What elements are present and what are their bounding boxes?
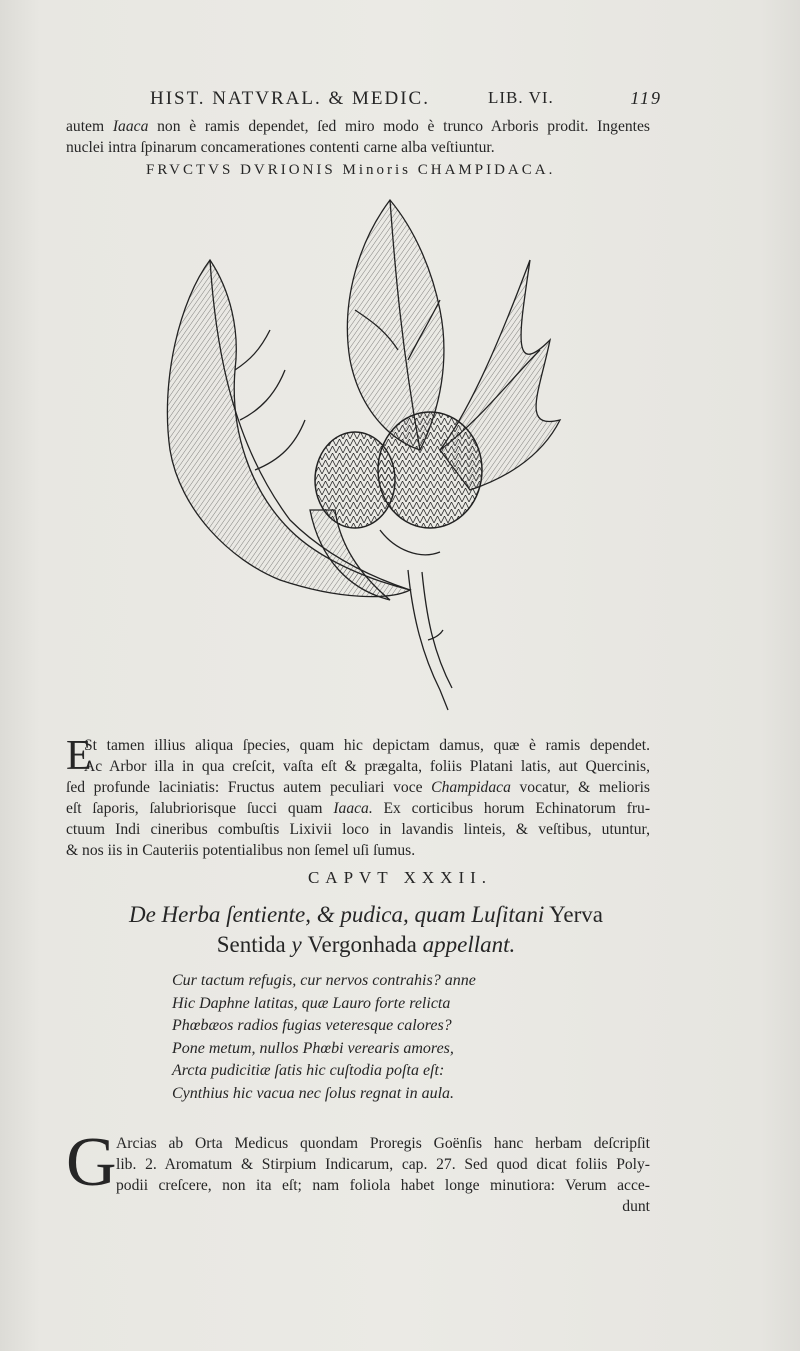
text-line: Ac Arbor illa in qua creſcit, vaſta eſt & prægalta, foliis Platani latis, aut Quercinis,	[84, 758, 650, 775]
figure-caption: FRVCTVS DVRIONIS Minoris CHAMPIDACA.	[146, 162, 556, 178]
text-line: nuclei intra ſpinarum concamerationes contenti carne alba veſtiuntur.	[66, 139, 495, 156]
text-line: Arcias ab Orta Medicus quondam Proregis Goënſis hanc herbam deſcripſit	[116, 1135, 650, 1152]
text-line: podii creſcere, non ita eſt; nam foliola habet longe minutiora: Verum acce-	[116, 1177, 650, 1194]
running-head-title: HIST. NATVRAL. & MEDIC.	[150, 88, 430, 109]
catchword: dunt	[622, 1198, 650, 1215]
text-line: ſed profunde laciniatis: Fructus autem peculiari voce Champidaca vocatur, & melioris	[66, 779, 650, 796]
text-line: & nos iis in Cauteriis potentialibus non ſemel uſi ſumus.	[66, 842, 416, 859]
text-line: lib. 2. Aromatum & Stirpium Indicarum, cap. 27. Sed quod dicat foliis Poly-	[116, 1156, 650, 1173]
top-text	[66, 116, 650, 158]
chapter-title: De Herba ſentiente, & pudica, quam Luſitani Yerva Sentida y Vergonhada appellant.	[128, 902, 603, 957]
paragraph-champidaca	[66, 735, 650, 861]
drop-cap: E	[66, 733, 92, 779]
verse	[172, 970, 572, 1105]
page-number: 119	[630, 88, 662, 108]
running-head	[150, 88, 660, 114]
running-head-book: LIB. VI.	[488, 88, 554, 107]
verse-line: Phœbæos radios fugias veteresque calores?	[172, 1017, 452, 1034]
chapter-heading: CAPVT XXXII.	[307, 868, 493, 887]
verse-line: Pone metum, nullos Phœbi verearis amores,	[172, 1039, 454, 1057]
text-line: ctuum Indi cineribus combuſtis Lixivii loco in lavandis linteis, & veſtibus, utuntur,	[66, 821, 650, 838]
drop-cap: G	[66, 1124, 117, 1201]
verse-line: Cynthius hic vacua nec ſolus regnat in aula.	[172, 1084, 455, 1102]
text-line: eſt ſaporis, ſalubriorisque ſucci quam Iaaca. Ex corticibus horum Echinatorum fru-	[66, 800, 651, 817]
durian-fruit-illustration	[140, 180, 590, 720]
paragraph-garcias	[116, 1133, 650, 1217]
text-line: autem Iaaca non è ramis dependet, ſed miro modo è trunco Arboris prodit. Ingentes	[66, 118, 650, 135]
text-line: St tamen illius aliqua ſpecies, quam hic depictam damus, quæ è ramis dependet.	[84, 737, 650, 754]
verse-line: Hic Daphne latitas, quæ Lauro forte relicta	[172, 994, 451, 1012]
verse-line: Arcta pudicitiæ ſatis hic cuſtodia poſta eſt:	[172, 1062, 445, 1079]
verse-line: Cur tactum refugis, cur nervos contrahis? anne	[172, 972, 476, 989]
